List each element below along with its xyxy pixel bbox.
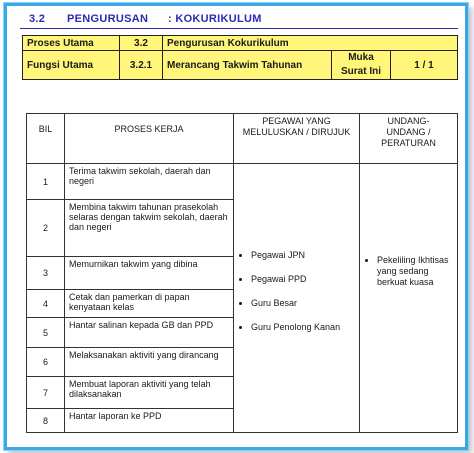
list-item: • Pegawai PPD — [251, 274, 358, 285]
list-item: • Guru Besar — [251, 298, 358, 309]
row-number: 8 — [27, 409, 65, 433]
row-number: 6 — [27, 348, 65, 377]
peraturan-cell — [360, 164, 458, 433]
header-value: Merancang Takwim Tahunan — [163, 51, 332, 80]
row-proses: Terima takwim sekolah, daerah dan negeri — [65, 164, 234, 200]
row-number: 4 — [27, 290, 65, 318]
header-code: 3.2.1 — [120, 51, 163, 80]
col-pegawai: PEGAWAI YANG MELULUSKAN / DIRUJUK — [234, 114, 360, 164]
header-row-fungsi — [23, 51, 458, 80]
list-item: • Pegawai JPN — [251, 250, 358, 261]
table-header-row — [27, 114, 458, 164]
row-number: 3 — [27, 257, 65, 290]
page-label: Muka Surat Ini — [332, 51, 391, 80]
header-code: 3.2 — [120, 36, 163, 51]
section-heading — [20, 12, 458, 29]
row-proses: Hantar laporan ke PPD — [65, 409, 234, 433]
pegawai-list — [235, 250, 358, 333]
row-proses: Melaksanakan aktiviti yang dirancang — [65, 348, 234, 377]
row-proses: Membuat laporan aktiviti yang telah dilaksanakan — [65, 377, 234, 409]
row-number: 5 — [27, 318, 65, 348]
pegawai-cell — [234, 164, 360, 433]
row-number: 7 — [27, 377, 65, 409]
col-bil: BIL — [27, 114, 65, 164]
table-row — [27, 164, 458, 200]
row-proses: Hantar salinan kepada GB dan PPD — [65, 318, 234, 348]
header-value: Pengurusan Kokurikulum — [163, 36, 458, 51]
process-table — [26, 113, 458, 433]
list-item: • Guru Penolong Kanan — [251, 322, 358, 333]
peraturan-list — [361, 255, 456, 288]
header-row-proses — [23, 36, 458, 51]
list-item: • Pekeliling Ikhtisas yang sedang berkuat kuasa — [377, 255, 456, 288]
section-title: : KOKURIKULUM — [168, 13, 262, 25]
page-value: 1 / 1 — [391, 51, 458, 80]
col-proses: PROSES KERJA — [65, 114, 234, 164]
row-proses: Cetak dan pamerkan di papan kenyataan kelas — [65, 290, 234, 318]
row-number: 1 — [27, 164, 65, 200]
header-label: Fungsi Utama — [23, 51, 120, 80]
header-table — [22, 35, 458, 80]
header-label: Proses Utama — [23, 36, 120, 51]
col-undang: UNDANG-UNDANG / PERATURAN — [360, 114, 458, 164]
row-number: 2 — [27, 200, 65, 257]
row-proses: Membina takwim tahunan prasekolah selaras dengan takwim sekolah, daerah dan negeri — [65, 200, 234, 257]
row-proses: Memurnikan takwim yang dibina — [65, 257, 234, 290]
section-label: PENGURUSAN — [67, 13, 149, 25]
section-number: 3.2 — [29, 13, 46, 25]
